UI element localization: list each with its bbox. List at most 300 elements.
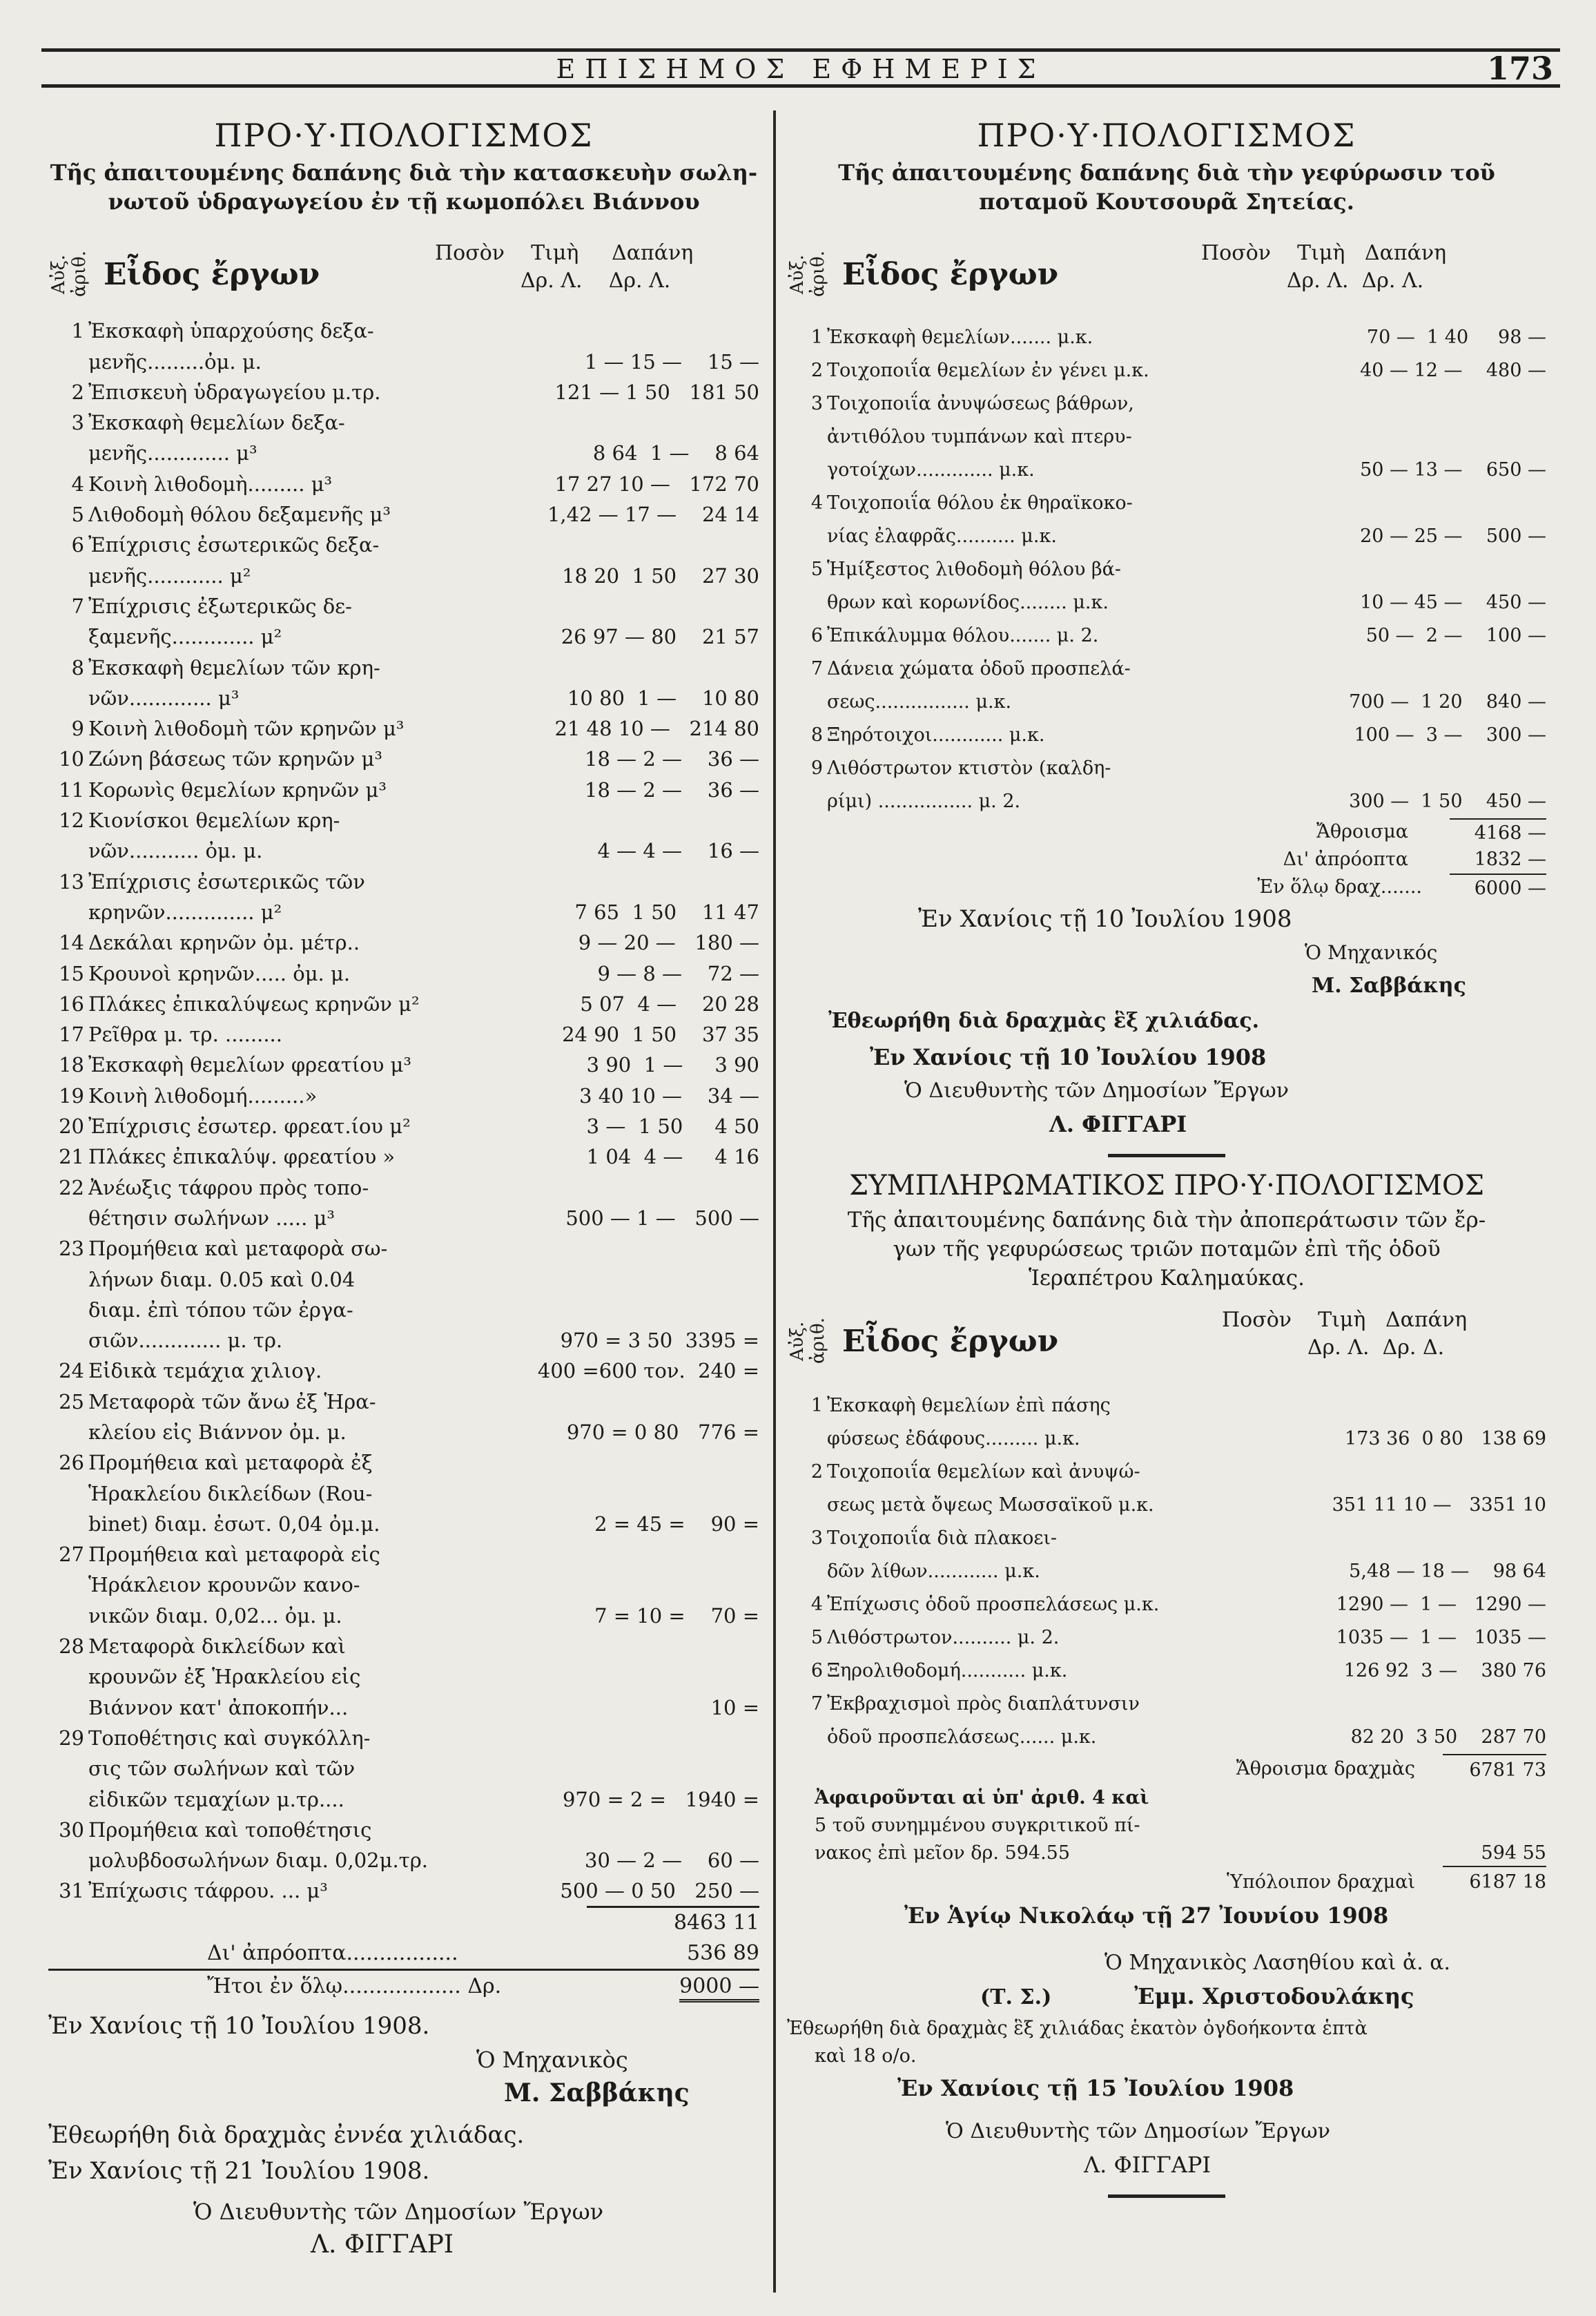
row-values: 126 92 3 — 380 76 [1343, 1660, 1546, 1681]
col-aux-number: Αὐξ. ἀριθ. [48, 251, 90, 298]
table-row [787, 785, 1546, 818]
row-values: 351 11 10 — 3351 10 [1332, 1494, 1546, 1516]
row-description: νῶν........... ὀμ. μ. [88, 839, 263, 863]
supp-deduct-value: 594 55 [1443, 1840, 1546, 1867]
row-description: Εἰδικὰ τεμάχια χιλιογ. [88, 1359, 322, 1383]
right-table-body [787, 321, 1546, 818]
row-description: μενῆς.........ὀμ. μ. [88, 349, 262, 374]
row-number: 18 [59, 1053, 84, 1077]
row-description: Κιονίσκοι θεμελίων κρη- [88, 809, 340, 833]
table-row [48, 407, 759, 438]
table-row [787, 553, 1546, 586]
row-number: 7 [71, 594, 84, 618]
row-number: 5 [810, 559, 823, 580]
row-values: 970 = 2 = 1940 = [562, 1787, 759, 1811]
row-number: 5 [810, 1627, 823, 1648]
row-description: Κοινὴ λιθοδομή.........» [88, 1083, 318, 1108]
supp-sum-row [787, 1754, 1546, 1784]
supp-date-2: Ἐν Χανίοις τῇ 15 Ἰουλίου 1908 [897, 2075, 1294, 2101]
row-description: εἰδικῶν τεμαχίων μ.τρ.... [88, 1787, 344, 1811]
supp-deduct-3: νακος ἐπὶ μεῖον δρ. 594.55 [815, 1842, 1071, 1864]
row-description: νίας ἐλαφρᾶς.......... μ.κ. [827, 525, 1057, 547]
row-description: Ζώνη βάσεως τῶν κρηνῶν μ³ [88, 747, 382, 771]
row-number: 28 [59, 1634, 84, 1659]
supp-director-name: Λ. ΦΙΓΓΑΡΙ [1084, 2152, 1211, 2178]
row-number: 16 [59, 992, 84, 1016]
col-kind-of-work: Εἶδος ἔργων [842, 256, 1059, 292]
row-number: 1 [71, 319, 84, 343]
table-row [48, 499, 759, 530]
row-values: 300 — 1 50 450 — [1349, 791, 1546, 812]
left-heading: ΠΡΟ·Υ·ΠΟΛΟΓΙΣΜΟΣ [214, 117, 594, 154]
row-values: 970 = 3 50 3395 = [560, 1329, 759, 1353]
row-values: 4 — 4 — 16 — [597, 839, 759, 863]
right-total-row [787, 874, 1546, 901]
row-description: Ξηρότοιχοι............ μ.κ. [827, 724, 1045, 746]
row-values: 700 — 1 20 840 — [1349, 691, 1546, 713]
row-number: 7 [810, 658, 823, 679]
table-row [787, 752, 1546, 785]
row-description: νῶν............. μ³ [88, 686, 240, 710]
row-description: μενῆς............ μ² [88, 563, 251, 588]
right-engineer-name: Μ. Σαββάκης [1312, 974, 1466, 998]
supp-date-1: Ἐν Ἁγίῳ Νικολάῳ τῇ 27 Ἰουνίου 1908 [904, 1902, 1389, 1929]
row-description: Ἐπίχωσις τάφρου. ... μ³ [88, 1879, 328, 1903]
row-description: Ἀνέωξις τάφρου πρὸς τοπο- [88, 1175, 369, 1199]
row-description: binet) διαμ. ἐσωτ. 0,04 ὀμ.μ. [88, 1512, 380, 1536]
row-values: 9 — 20 — 180 — [578, 931, 759, 955]
left-director-title: Ὁ Διευθυντὴς τῶν Δημοσίων Ἔργων [193, 2199, 604, 2226]
row-values: 7 = 10 = 70 = [594, 1603, 759, 1628]
row-values: 50 — 13 — 650 — [1360, 459, 1546, 481]
table-row [48, 1203, 759, 1233]
supp-deduct-row [787, 1840, 1546, 1867]
row-values: 18 — 2 — 36 — [585, 747, 759, 771]
row-number: 17 [59, 1023, 84, 1047]
row-description: Δάνεια χώματα ὁδοῦ προσπελά- [827, 658, 1131, 679]
supp-approved-1: Ἐθεωρήθη διὰ δραχμὰς ἓξ χιλιάδας ἑκατὸν ὀγδοήκοντα ἑπτὰ [787, 2018, 1368, 2039]
row-values: 18 — 2 — 36 — [585, 778, 759, 802]
table-row [48, 866, 759, 896]
table-row [787, 421, 1546, 454]
row-number: 1 [810, 1395, 823, 1416]
table-row [48, 1692, 759, 1722]
table-row [48, 1845, 759, 1875]
row-description: Μεταφορὰ τῶν ἄνω ἐξ Ἡρα- [88, 1389, 376, 1413]
supp-subheading-3: Ἱεραπέτρου Καλημαύκας. [1028, 1266, 1305, 1291]
section-separator [1108, 1154, 1225, 1157]
table-row [48, 1784, 759, 1814]
row-number: 6 [71, 533, 84, 557]
row-values: 100 — 3 — 300 — [1354, 724, 1546, 746]
table-row [48, 621, 759, 652]
table-row [48, 377, 759, 407]
row-number: 9 [810, 757, 823, 779]
left-subheading-1: Τῆς ἀπαιτουμένης δαπάνης διὰ τὴν κατασκευὴν σωλη- [50, 160, 758, 186]
supp-deduct-1: Ἀφαιροῦνται αἱ ὑπ' ἀριθ. 4 καὶ [815, 1787, 1149, 1808]
table-row [787, 619, 1546, 653]
left-column [48, 114, 759, 2262]
supp-seal: (Τ. Σ.) [980, 1985, 1052, 2009]
row-description: νικῶν διαμ. 0,02... ὀμ. μ. [88, 1603, 342, 1628]
row-description: Προμήθεια καὶ μεταφορὰ εἰς [88, 1543, 380, 1567]
page-number: 173 [1486, 50, 1553, 87]
table-row [787, 1588, 1546, 1621]
row-number: 29 [59, 1726, 84, 1750]
col-aux-number: Αὐξ. ἀριθ. [787, 1318, 828, 1364]
table-row [787, 1654, 1546, 1688]
row-description: Κρουνοὶ κρηνῶν..... ὀμ. μ. [88, 961, 351, 985]
row-number: 4 [810, 1594, 823, 1615]
left-sum: 8463 11 [587, 1906, 759, 1938]
row-description: Ἡμίξεστος λιθοδομὴ θόλου βά- [827, 559, 1121, 580]
supp-remain-row [787, 1867, 1546, 1898]
row-description: θρων καὶ κορωνίδος........ μ.κ. [827, 592, 1109, 613]
row-description: Ἐκβραχισμοὶ πρὸς διαπλάτυνσιν [827, 1693, 1140, 1715]
row-values: 24 90 1 50 37 35 [562, 1023, 759, 1047]
supp-director-title: Ὁ Διευθυντὴς τῶν Δημοσίων Ἔργων [946, 2119, 1330, 2143]
row-values: 20 — 25 — 500 — [1360, 525, 1546, 547]
supp-engineer-name: Ἐμμ. Χριστοδουλάκης [1134, 1983, 1414, 2009]
row-number: 12 [59, 809, 84, 833]
masthead-top-rule [41, 48, 1560, 52]
table-row [787, 586, 1546, 619]
table-row [48, 1661, 759, 1692]
right-date-1: Ἐν Χανίοις τῇ 10 Ἰουλίου 1908 [918, 905, 1292, 933]
row-values: 8 64 1 — 8 64 [592, 441, 759, 465]
row-number: 8 [810, 724, 823, 746]
table-row [48, 1019, 759, 1050]
supp-table-header [787, 1300, 1546, 1382]
row-number: 4 [71, 472, 84, 496]
row-number: 21 [59, 1145, 84, 1169]
table-row [48, 1325, 759, 1355]
row-description: Ἐκσκαφὴ θεμελίων φρεατίου μ³ [88, 1053, 412, 1077]
table-row [787, 1456, 1546, 1489]
supp-sum-label: Ἄθροισμα δραχμὰς [1236, 1758, 1415, 1779]
masthead [41, 48, 1560, 90]
row-number: 31 [59, 1879, 84, 1903]
row-description: Ἐκσκαφὴ ὑπαρχούσης δεξα- [88, 319, 374, 343]
table-row [48, 316, 759, 346]
row-values: 1 — 15 — 15 — [585, 349, 759, 374]
row-number: 13 [59, 869, 84, 894]
row-values: 400 =600 τον. 240 = [537, 1359, 759, 1383]
col-quantity-price-cost: Ποσὸν Τιμὴ Δαπάνη Δρ. Λ. Δρ. Δ. [1222, 1308, 1468, 1360]
left-approved: Ἐθεωρήθη διὰ δραχμὰς ἐννέα χιλιάδας. [48, 2121, 525, 2150]
row-number: 2 [810, 1461, 823, 1483]
supp-remain-value: 6187 18 [1469, 1871, 1546, 1893]
row-description: ὁδοῦ προσπελάσεως...... μ.κ. [827, 1726, 1097, 1748]
supp-remain-label: Ὑπόλοιπον δραχμαὶ [1226, 1871, 1415, 1893]
right-heading: ΠΡΟ·Υ·ΠΟΛΟΓΙΣΜΟΣ [977, 117, 1356, 154]
row-description: κρουνῶν ἐξ Ἡρακλείου εἰς [88, 1665, 361, 1689]
row-description: σεως................ μ.κ. [827, 691, 1012, 713]
row-description: Τοιχοποιΐα θεμελίων ἐν γένει μ.κ. [827, 360, 1149, 381]
row-description: Τοιχοποιΐα θόλου ἐκ θηραϊκοκο- [827, 492, 1133, 514]
row-description: Τοιχοποιΐα θεμελίων καὶ ἀνυψώ- [827, 1461, 1140, 1483]
left-total-row [48, 1969, 759, 2003]
row-description: Προμήθεια καὶ μεταφορὰ σω- [88, 1237, 388, 1261]
row-description: Μεταφορὰ δικλείδων καὶ [88, 1634, 346, 1659]
supp-engineer-title: Ὁ Μηχανικὸς Λασηθίου καὶ ἀ. α. [1104, 1951, 1451, 1975]
row-values: 1 04 4 — 4 16 [586, 1145, 759, 1169]
table-row [48, 1600, 759, 1630]
row-description: σις τῶν σωλήνων καὶ τῶν [88, 1757, 356, 1781]
supp-subheading-1: Τῆς ἀπαιτουμένης δαπάνης διὰ τὴν ἀποπεράτωσιν τῶν ἔρ- [847, 1208, 1486, 1233]
table-row [48, 805, 759, 836]
table-row [48, 1447, 759, 1478]
row-description: ἀντιθόλου τυμπάνων καὶ πτερυ- [827, 426, 1132, 447]
row-description: Κοινὴ λιθοδομὴ......... μ³ [88, 472, 333, 496]
table-row [48, 1753, 759, 1784]
newspaper-title: ΕΠΙΣΗΜΟΣ ΕΦΗΜΕΡΙΣ [556, 54, 1046, 84]
row-description: μενῆς............. μ³ [88, 441, 257, 465]
supp-heading: ΣΥΜΠΛΗΡΩΜΑΤΙΚΟΣ ΠΡΟ·Υ·ΠΟΛΟΓΙΣΜΟΣ [848, 1170, 1485, 1202]
col-quantity-price-cost: Ποσὸν Τιμὴ Δαπάνη Δρ. Λ. Δρ. Λ. [1201, 241, 1447, 293]
table-row [48, 438, 759, 468]
row-number: 3 [810, 1527, 823, 1549]
table-row [48, 1417, 759, 1447]
table-row [48, 1080, 759, 1110]
supp-approved-2: καὶ 18 ο/ο. [815, 2045, 917, 2067]
row-description: κρηνῶν.............. μ² [88, 900, 282, 924]
right-director-title: Ὁ Διευθυντὴς τῶν Δημοσίων Ἔργων [904, 1079, 1289, 1103]
row-values: 173 36 0 80 138 69 [1345, 1428, 1546, 1449]
table-row [48, 1875, 759, 1906]
left-table-body [48, 316, 759, 1906]
row-values: 70 — 1 40 98 — [1366, 327, 1546, 348]
table-row [48, 1141, 759, 1172]
row-number: 3 [71, 411, 84, 435]
right-total-value: 6000 — [1450, 874, 1546, 901]
table-row [787, 1489, 1546, 1522]
table-row [48, 774, 759, 804]
right-total-label: Ἐν ὅλῳ δραχ....... [1257, 876, 1422, 898]
row-number: 22 [59, 1175, 84, 1199]
left-engineer-name: Μ. Σαββάκης [504, 2078, 690, 2108]
row-description: Ἐκσκαφὴ θεμελίων τῶν κρη- [88, 655, 380, 679]
row-values: 18 20 1 50 27 30 [562, 563, 759, 588]
right-subheading-2: ποταμοῦ Κουτσουρᾶ Σητείας. [979, 189, 1354, 215]
row-number: 27 [59, 1543, 84, 1567]
table-row [787, 1389, 1546, 1422]
row-description: σιῶν............. μ. τρ. [88, 1329, 283, 1353]
table-row [48, 989, 759, 1019]
table-row [48, 836, 759, 866]
left-director-name: Λ. ΦΙΓΓΑΡΙ [311, 2230, 454, 2259]
row-description: Δεκάλαι κρηνῶν ὀμ. μέτρ.. [88, 931, 360, 955]
row-values: 500 — 0 50 250 — [560, 1879, 759, 1903]
row-values: 26 97 — 80 21 57 [561, 625, 759, 649]
row-values: 970 = 0 80 776 = [566, 1420, 759, 1444]
section-end-rule [1108, 2194, 1225, 2198]
row-number: 30 [59, 1817, 84, 1842]
row-number: 8 [71, 655, 84, 679]
table-row [787, 520, 1546, 553]
row-description: Τοιχοποιΐα ἀνυψώσεως βάθρων, [827, 393, 1134, 414]
table-row [787, 454, 1546, 487]
masthead-bottom-rule [41, 84, 1560, 88]
col-aux-number: Αὐξ. ἀριθ. [787, 251, 828, 298]
row-description: κλείου εἰς Βιάννον ὀμ. μ. [88, 1420, 347, 1444]
table-row [48, 1815, 759, 1845]
row-values: 1,42 — 17 — 24 14 [547, 503, 759, 527]
right-unforeseen-value: 1832 — [1474, 849, 1546, 870]
row-description: Κορωνὶς θεμελίων κρηνῶν μ³ [88, 778, 387, 802]
row-description: Ἐκσκαφὴ θεμελίων ἐπὶ πάσης [827, 1395, 1111, 1416]
table-row [48, 958, 759, 988]
table-row [48, 652, 759, 682]
row-description: Τοιχοποιΐα διὰ πλακοει- [827, 1527, 1058, 1549]
left-subheading-2: νωτοῦ ὑδραγωγείου ἐν τῇ κωμοπόλει Βιάννου [108, 189, 700, 215]
table-row [48, 591, 759, 621]
column-divider [773, 110, 776, 2293]
row-number: 14 [59, 931, 84, 955]
row-description: Κοινὴ λιθοδομὴ τῶν κρηνῶν μ³ [88, 717, 405, 741]
right-unforeseen-row [787, 846, 1546, 874]
row-values: 1035 — 1 — 1035 — [1336, 1627, 1546, 1648]
row-description: δῶν λίθων............ μ.κ. [827, 1561, 1040, 1582]
row-number: 4 [810, 492, 823, 514]
left-table-header [48, 233, 759, 316]
row-number: 24 [59, 1359, 84, 1383]
row-description: Ρεῖθρα μ. τρ. ......... [88, 1023, 282, 1047]
left-unforeseen-value: 536 89 [687, 1941, 759, 1966]
row-description: λήνων διαμ. 0.05 καὶ 0.04 [88, 1267, 356, 1291]
table-row [48, 1539, 759, 1570]
table-row [787, 653, 1546, 686]
table-row [787, 1522, 1546, 1555]
row-values: 30 — 2 — 60 — [585, 1849, 759, 1873]
row-number: 10 [59, 747, 84, 771]
row-description: Λιθόστρωτον κτιστὸν (καλδη- [827, 757, 1111, 779]
table-row [48, 1233, 759, 1264]
row-values: 10 — 45 — 450 — [1360, 592, 1546, 613]
table-row [787, 1555, 1546, 1588]
table-row [787, 321, 1546, 354]
table-row [787, 719, 1546, 752]
supp-table-body [787, 1389, 1546, 1754]
left-total-label: Ἤτοι ἐν ὅλῳ.................. Δρ. [207, 1974, 502, 1999]
row-description: ρίμι) ................ μ. 2. [827, 791, 1021, 812]
left-total-value: 9000 — [679, 1971, 759, 2003]
row-description: Προμήθεια καὶ μεταφορὰ ἐξ [88, 1451, 373, 1475]
right-sum-row [787, 818, 1546, 846]
table-row [48, 1509, 759, 1539]
row-number: 23 [59, 1237, 84, 1261]
right-table-header [787, 233, 1546, 316]
table-row [48, 1264, 759, 1294]
row-description: Βιάννον κατ' ἀποκοπήν... [88, 1695, 349, 1719]
row-description: θέτησιν σωλήνων ..... μ³ [88, 1206, 335, 1230]
table-row [48, 346, 759, 376]
row-values: 500 — 1 — 500 — [565, 1206, 759, 1230]
table-row [48, 1478, 759, 1508]
row-number: 1 [810, 327, 823, 348]
row-description: Λιθοδομὴ θόλου δεξαμενῆς μ³ [88, 503, 391, 527]
row-values: 10 = [710, 1695, 759, 1719]
row-description: Ἐπίχρισις ἐσωτερικῶς δεξα- [88, 533, 380, 557]
row-values: 1290 — 1 — 1290 — [1336, 1594, 1546, 1615]
row-values: 121 — 1 50 181 50 [554, 380, 759, 404]
supp-subheading-2: γων τῆς γεφυρώσεως τριῶν ποταμῶν ἐπὶ τῆς ὁδοῦ [893, 1237, 1441, 1262]
table-row [48, 560, 759, 590]
right-director-name: Λ. ΦΙΓΓΑΡΙ [1049, 1111, 1187, 1137]
row-description: Πλάκες ἐπικαλύψ. φρεατίου » [88, 1145, 396, 1169]
row-values: 3 90 1 — 3 90 [586, 1053, 759, 1077]
row-number: 2 [71, 380, 84, 404]
table-row [787, 1621, 1546, 1654]
row-description: Ἐπικάλυμμα θόλου....... μ. 2. [827, 625, 1099, 646]
table-row [48, 1172, 759, 1202]
left-date-2: Ἐν Χανίοις τῇ 21 Ἰουλίου 1908. [48, 2157, 430, 2185]
row-values: 3 — 1 50 4 50 [586, 1114, 759, 1139]
right-approved: Ἐθεωρήθη διὰ δραχμὰς ἓξ χιλιάδας. [828, 1009, 1260, 1033]
row-description: Ἐπίχρισις ἐσωτερικῶς τῶν [88, 869, 365, 894]
left-engineer-title: Ὁ Μηχανικὸς [476, 2047, 628, 2074]
table-row [787, 387, 1546, 421]
row-number: 6 [810, 625, 823, 646]
row-values: 21 48 10 — 214 80 [554, 717, 759, 741]
table-row [48, 530, 759, 560]
row-description: μολυβδοσωλήνων διαμ. 0,02μ.τρ. [88, 1849, 428, 1873]
row-values: 40 — 12 — 480 — [1360, 360, 1546, 381]
row-number: 7 [810, 1693, 823, 1715]
table-row [787, 487, 1546, 520]
table-row [48, 1723, 759, 1753]
row-description: Προμήθεια καὶ τοποθέτησις [88, 1817, 372, 1842]
table-row [787, 354, 1546, 387]
row-values: 9 — 8 — 72 — [597, 961, 759, 985]
table-row [48, 744, 759, 774]
right-column [787, 114, 1546, 2210]
row-description: Ἡράκλειον κρουνῶν κανο- [88, 1573, 360, 1597]
row-description: Ἐκσκαφὴ θεμελίων δεξα- [88, 411, 345, 435]
right-subheading-1: Τῆς ἀπαιτουμένης δαπάνης διὰ τὴν γεφύρωσιν τοῦ [838, 160, 1495, 186]
table-row [787, 1422, 1546, 1456]
row-values: 5 07 4 — 20 28 [580, 992, 759, 1016]
row-number: 3 [810, 393, 823, 414]
row-description: Ἡρακλείου δικλείδων (Rou- [88, 1481, 373, 1505]
table-row [48, 1631, 759, 1661]
row-number: 25 [59, 1389, 84, 1413]
row-description: γοτοίχων............. μ.κ. [827, 459, 1035, 481]
row-description: Ἐκσκαφὴ θεμελίων....... μ.κ. [827, 327, 1093, 348]
supp-engineer-row [787, 1979, 1546, 2015]
col-kind-of-work: Εἶδος ἔργων [104, 256, 320, 292]
left-unforeseen-row [48, 1938, 759, 1969]
right-sum-label: Ἄθροισμα [1316, 821, 1408, 842]
row-number: 5 [71, 503, 84, 527]
row-values: 17 27 10 — 172 70 [554, 472, 759, 496]
row-number: 26 [59, 1451, 84, 1475]
table-row [787, 1721, 1546, 1754]
row-number: 2 [810, 360, 823, 381]
row-description: διαμ. ἐπὶ τόπου τῶν ἐργα- [88, 1297, 353, 1322]
table-row [48, 927, 759, 958]
table-row [48, 1295, 759, 1325]
table-row [48, 1570, 759, 1600]
row-values: 10 80 1 — 10 80 [567, 686, 759, 710]
table-row [48, 683, 759, 713]
table-row [48, 1355, 759, 1386]
left-date-1: Ἐν Χανίοις τῇ 10 Ἰουλίου 1908. [48, 2012, 430, 2040]
table-row [787, 686, 1546, 719]
row-description: Λιθόστρωτον.......... μ. 2. [827, 1627, 1060, 1648]
right-unforeseen-label: Δι' ἀπρόοπτα [1283, 849, 1408, 870]
row-number: 20 [59, 1114, 84, 1139]
